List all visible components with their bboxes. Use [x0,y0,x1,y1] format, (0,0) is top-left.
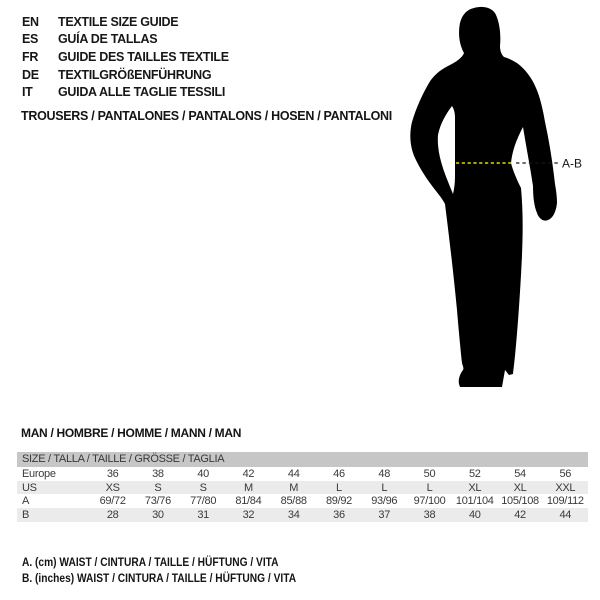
table-cell: M [289,481,299,494]
table-cell: 30 [152,509,164,522]
size-table-header: SIZE / TALLA / TAILLE / GRÖSSE / TAGLIA [17,452,588,467]
language-code: EN [22,14,39,29]
section-heading-man: MAN / HOMBRE / HOMME / MANN / MAN [21,426,242,440]
table-cell: 46 [333,468,345,480]
table-cell: 37 [378,509,391,522]
table-cell: 81/84 [235,495,262,508]
table-cell: XXL [555,481,576,494]
language-list [22,13,229,101]
table-cell: 38 [423,509,436,522]
table-cell: 44 [287,468,300,480]
language-name: TEXTILE SIZE GUIDE [58,14,179,29]
table-cell: 52 [468,468,481,480]
language-code: IT [22,85,33,100]
table-row-us [17,481,588,495]
man-silhouette-figure [405,0,600,410]
table-row-label: A [22,495,30,508]
table-cell: 48 [378,468,391,480]
product-type-heading: TROUSERS / PANTALONES / PANTALONS / HOSEN / PANTALONI [21,109,392,123]
table-cell: 93/96 [371,495,398,508]
note-a-cm: A. (cm) WAIST / CINTURA / TAILLE / HÜFTUNG / VITA [22,555,279,569]
table-cell: 56 [559,468,572,480]
language-code: DE [22,67,39,82]
table-cell: XL [513,481,527,494]
language-code: FR [22,49,39,64]
table-cell: S [154,481,162,494]
language-name: TEXTILGRÖßENFÜHRUNG [58,67,212,82]
size-table [17,452,588,522]
table-cell: M [243,481,253,494]
language-row-fr [22,48,229,66]
measure-label-ab: A-B [562,156,583,171]
table-cell: XL [468,481,482,494]
table-cell: 28 [106,509,119,522]
language-code: ES [22,32,39,47]
table-cell: S [199,481,207,494]
table-cell: 34 [287,509,300,522]
table-cell: 32 [242,509,255,522]
language-name: GUÍA DE TALLAS [58,32,158,47]
table-row-b-inches [17,508,588,522]
table-cell: L [381,481,388,494]
table-cell: 38 [152,468,164,480]
table-cell: 109/112 [546,495,584,508]
table-cell: 73/76 [144,495,171,508]
measurement-notes [22,555,344,586]
table-cell: 97/100 [413,495,446,508]
man-silhouette [410,7,557,387]
language-row-es [22,31,229,49]
table-cell: 42 [242,468,255,480]
table-cell: 40 [197,468,209,480]
table-cell: L [426,481,433,494]
table-cell: 89/92 [325,495,352,508]
note-b-inches: B. (inches) WAIST / CINTURA / TAILLE / HÜFTUNG / VITA [22,570,297,585]
language-row-it [22,83,229,101]
language-row-en [22,13,229,31]
table-cell: 31 [197,509,209,522]
table-cell: 105/108 [501,495,539,508]
table-row-europe [17,467,588,481]
table-cell: 36 [333,509,345,522]
table-row-label: US [22,481,37,494]
table-cell: 40 [468,509,481,522]
table-cell: 54 [514,468,526,480]
table-cell: 69/72 [99,495,126,508]
table-row-label: Europe [22,468,56,480]
table-cell: L [336,481,342,494]
table-cell: 36 [106,468,119,480]
table-cell: 50 [423,468,436,480]
table-cell: 85/88 [280,495,307,508]
table-cell: 44 [559,509,572,522]
language-name: GUIDA ALLE TAGLIE TESSILI [58,85,226,100]
table-cell: 101/104 [455,495,494,508]
table-row-a-cm [17,494,588,508]
table-cell: XS [105,481,120,494]
table-row-label: B [22,509,30,522]
table-cell: 42 [514,509,526,522]
language-name: GUIDE DES TAILLES TEXTILE [58,49,229,64]
table-cell: 77/80 [190,495,217,508]
language-row-de [22,66,229,84]
